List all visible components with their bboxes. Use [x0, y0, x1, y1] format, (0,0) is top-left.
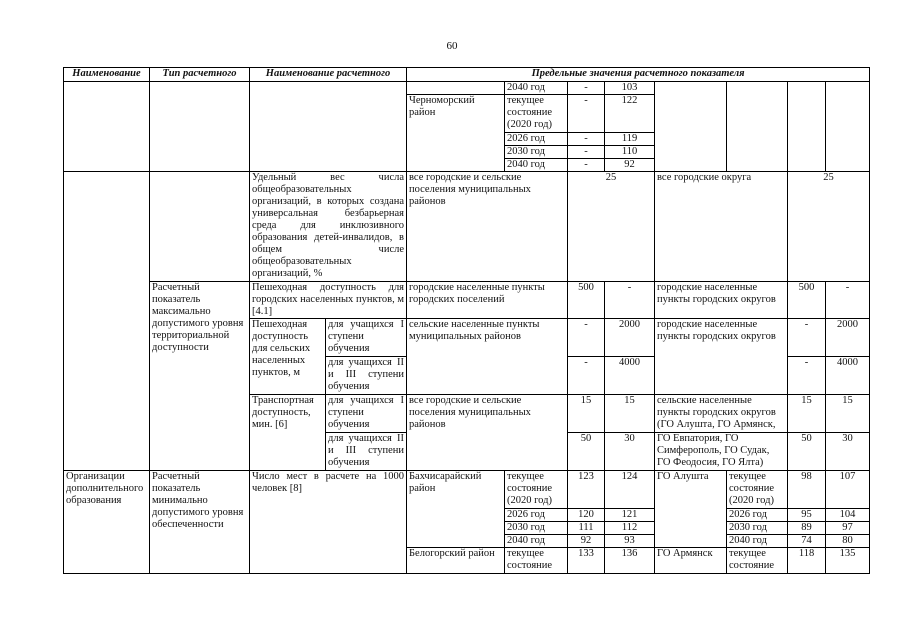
value-cell: 136: [605, 548, 655, 574]
value-cell: 30: [826, 433, 870, 471]
period-cell: текущее состояние: [727, 548, 788, 574]
subindicator-cell: для учащихся II и III ступени обучения: [326, 357, 407, 395]
value-cell: 121: [605, 509, 655, 522]
district-cell-empty: [407, 82, 505, 95]
district-cell: Белогорский район: [407, 548, 505, 574]
value-cell: 4000: [826, 357, 870, 395]
table-row: [64, 82, 870, 95]
standards-table: [63, 67, 870, 574]
value-cell: 110: [605, 146, 655, 159]
value-cell: 92: [568, 535, 605, 548]
urban-cell-empty: [727, 82, 788, 172]
value-cell: 50: [568, 433, 605, 471]
period-cell: текущее состояние (2020 год): [505, 471, 568, 509]
value-cell: 15: [605, 395, 655, 433]
urban-cell-empty: [655, 82, 727, 172]
table-row: [64, 471, 870, 509]
value-cell: 118: [788, 548, 826, 574]
area-cell: все городские округа: [655, 172, 788, 282]
value-cell: 15: [568, 395, 605, 433]
value-cell: 92: [605, 159, 655, 172]
value-cell: 95: [788, 509, 826, 522]
table-row: [64, 172, 870, 282]
period-cell: 2030 год: [505, 146, 568, 159]
header-row: [64, 68, 870, 82]
header-indicator: Наименование расчетного: [250, 68, 407, 82]
area-cell: сельские населенные пункты муниципальных районов: [407, 319, 568, 395]
period-cell: 2026 год: [505, 133, 568, 146]
value-cell: -: [568, 357, 605, 395]
value-cell: -: [826, 282, 870, 319]
period-cell: 2040 год: [505, 535, 568, 548]
value-cell: -: [568, 95, 605, 133]
name-cell-empty: [64, 172, 150, 471]
urban-cell-empty: [788, 82, 826, 172]
table-row: [64, 282, 870, 319]
value-cell: 111: [568, 522, 605, 535]
value-cell: 97: [826, 522, 870, 535]
district-cell: Бахчисарайский район: [407, 471, 505, 548]
subindicator-cell: для учащихся II и III ступени обучения: [326, 433, 407, 471]
value-cell: -: [788, 357, 826, 395]
district-cell: Черноморский район: [407, 95, 505, 172]
value-cell: 124: [605, 471, 655, 509]
value-cell: 15: [788, 395, 826, 433]
value-cell: 98: [788, 471, 826, 509]
period-cell: текущее состояние (2020 год): [505, 95, 568, 133]
area-cell: сельские населенные пункты городских округов (ГО Алушта, ГО Армянск,: [655, 395, 788, 433]
period-cell: 2040 год: [505, 159, 568, 172]
value-cell: -: [605, 282, 655, 319]
value-cell: 89: [788, 522, 826, 535]
name-cell: Организации дополнительного образования: [64, 471, 150, 574]
period-cell: 2026 год: [505, 509, 568, 522]
value-cell: 107: [826, 471, 870, 509]
period-cell: текущее состояние: [505, 548, 568, 574]
district-cell: ГО Алушта: [655, 471, 727, 548]
indicator-cell: Пешеходная доступность для городских населенных пунктов, м [4.1]: [250, 282, 407, 319]
indicator-cell: Пешеходная доступность для сельских населенных пунктов, м: [250, 319, 326, 395]
indicator-cell: Транспортная доступность, мин. [6]: [250, 395, 326, 471]
indicator-cell: Число мест в расчете на 1000 человек [8]: [250, 471, 407, 574]
value-cell: 4000: [605, 357, 655, 395]
value-cell: -: [568, 82, 605, 95]
area-cell: все городские и сельские поселения муниципальных районов: [407, 172, 568, 282]
value-cell: 2000: [605, 319, 655, 357]
header-limits: Предельные значения расчетного показателя: [407, 68, 870, 82]
value-cell: -: [788, 319, 826, 357]
area-cell: городские населенные пункты городских округов: [655, 282, 788, 319]
value-cell: 112: [605, 522, 655, 535]
type-cell-empty: [150, 82, 250, 172]
value-cell: 103: [605, 82, 655, 95]
value-cell: 15: [826, 395, 870, 433]
type-cell-empty: [150, 172, 250, 282]
value-cell: 93: [605, 535, 655, 548]
value-cell: 74: [788, 535, 826, 548]
value-cell: 30: [605, 433, 655, 471]
value-cell: 133: [568, 548, 605, 574]
value-cell: -: [568, 159, 605, 172]
value-cell: 80: [826, 535, 870, 548]
value-cell: 50: [788, 433, 826, 471]
value-cell: 104: [826, 509, 870, 522]
area-cell: городские населенные пункты городских округов: [655, 319, 788, 395]
district-cell: ГО Армянск: [655, 548, 727, 574]
value-cell: 500: [568, 282, 605, 319]
page-number: 60: [446, 40, 458, 52]
indicator-cell: Удельный вес числа общеобразовательных организаций, в которых создана универсальная безбарьерная среда для инклюзивного образования детей-инвалидов, в общем числе общеобразовательных организаций, %: [250, 172, 407, 282]
name-cell-empty: [64, 82, 150, 172]
area-cell: городские населенные пункты городских поселений: [407, 282, 568, 319]
value-cell: 500: [788, 282, 826, 319]
value-cell: 123: [568, 471, 605, 509]
value-cell: 25: [788, 172, 870, 282]
area-cell: все городские и сельские поселения муниципальных районов: [407, 395, 568, 471]
subindicator-cell: для учащихся I ступени обучения: [326, 319, 407, 357]
subindicator-cell: для учащихся I ступени обучения: [326, 395, 407, 433]
period-cell: 2040 год: [505, 82, 568, 95]
header-name: Наименование: [64, 68, 150, 82]
value-cell: 119: [605, 133, 655, 146]
urban-cell-empty: [826, 82, 870, 172]
period-cell: текущее состояние (2020 год): [727, 471, 788, 509]
value-cell: 25: [568, 172, 655, 282]
value-cell: -: [568, 133, 605, 146]
period-cell: 2026 год: [727, 509, 788, 522]
area-cell: ГО Евпатория, ГО Симферополь, ГО Судак, ГО Феодосия, ГО Ялта): [655, 433, 788, 471]
value-cell: 122: [605, 95, 655, 133]
header-type: Тип расчетного: [150, 68, 250, 82]
period-cell: 2040 год: [727, 535, 788, 548]
value-cell: 135: [826, 548, 870, 574]
period-cell: 2030 год: [505, 522, 568, 535]
indicator-cell-empty: [250, 82, 407, 172]
period-cell: 2030 год: [727, 522, 788, 535]
type-cell: Расчетный показатель минимально допустимого уровня обеспеченности: [150, 471, 250, 574]
type-cell: Расчетный показатель максимально допустимого уровня территориальной доступности: [150, 282, 250, 471]
value-cell: -: [568, 146, 605, 159]
value-cell: 2000: [826, 319, 870, 357]
value-cell: 120: [568, 509, 605, 522]
value-cell: -: [568, 319, 605, 357]
